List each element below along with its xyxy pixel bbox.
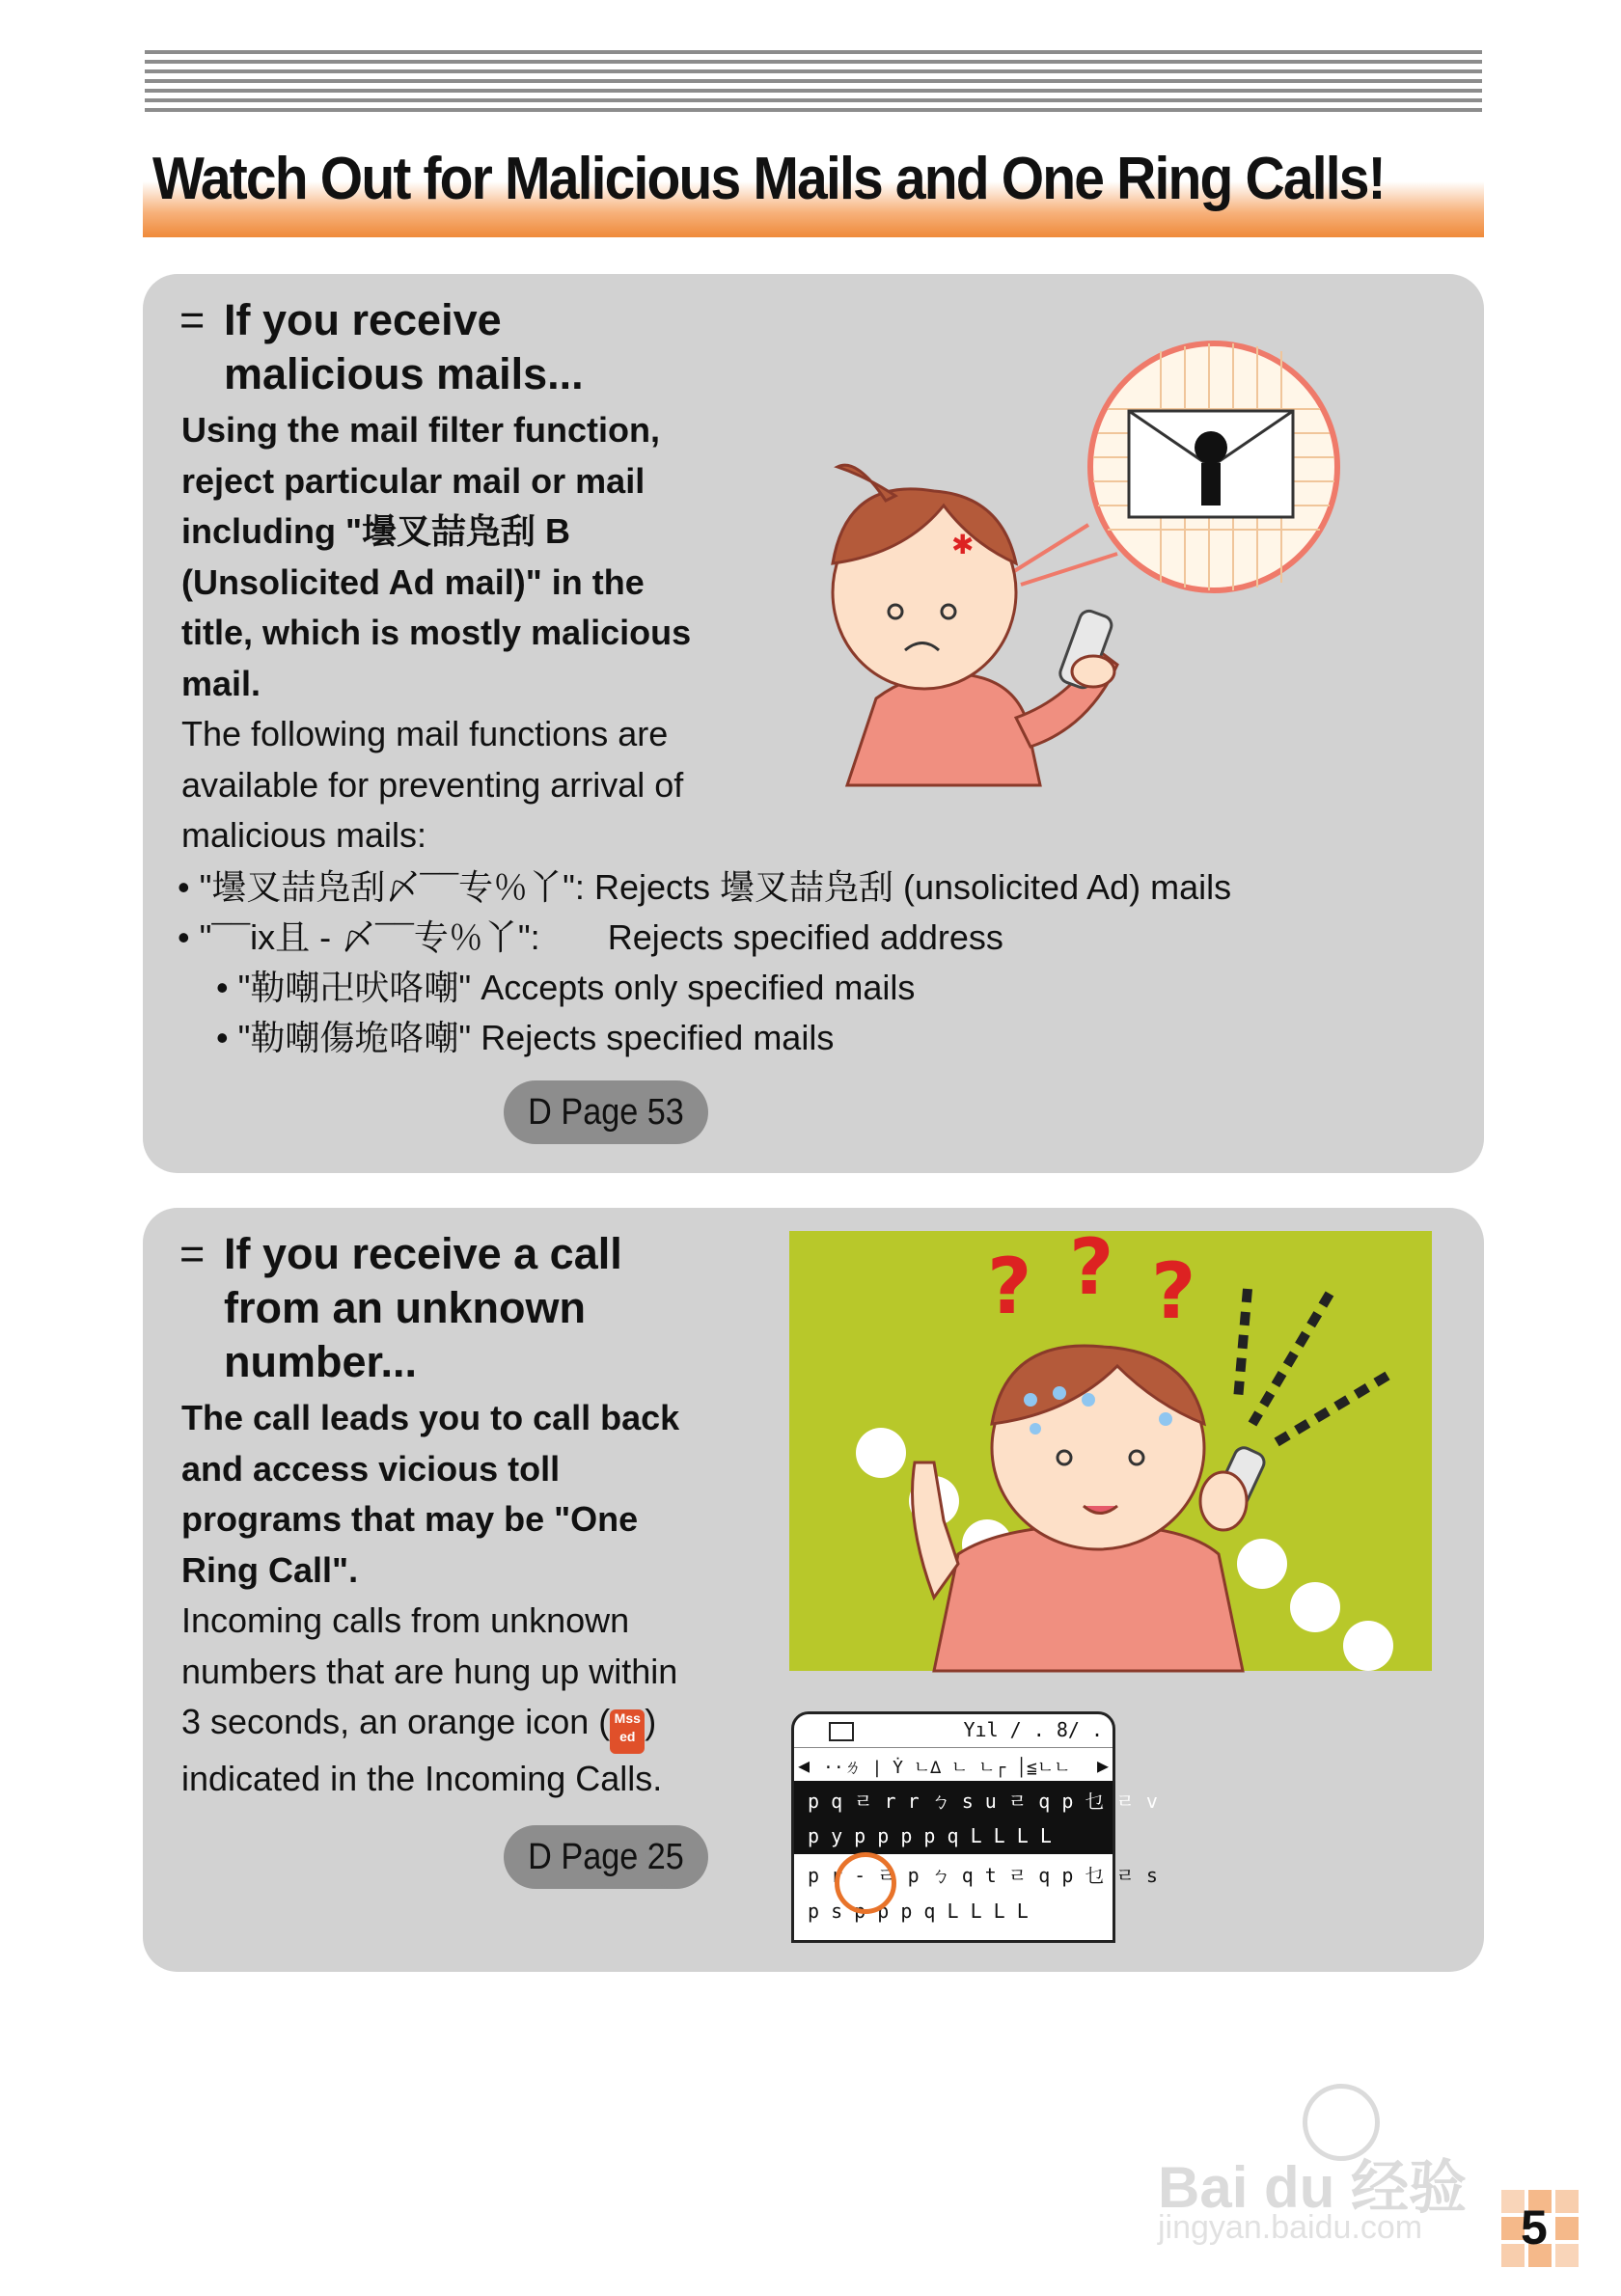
heading-line: malicious mails... — [224, 349, 584, 398]
bold-text-line: and access vicious toll — [181, 1448, 561, 1489]
bullet-label: • "勒嘲卍吠咯嘲" — [216, 968, 472, 1007]
call-log-row[interactable]: p s p p p q L L L L — [808, 1900, 1029, 1923]
heading-line: If you receive — [224, 295, 502, 344]
signal-readout: Yıl / . 8/ . — [963, 1718, 1103, 1741]
bullet-desc: Rejects 壜叉喆凫刮 (unsolicited Ad) mails — [593, 867, 1232, 907]
page-ref-label: D Page 53 — [528, 1092, 684, 1133]
section-heading-mail — [179, 293, 584, 401]
missed-call-icon — [610, 1709, 645, 1754]
one-ring-call-description — [181, 1393, 722, 1805]
text-line: available for preventing arrival of — [181, 764, 684, 805]
heading-mark: = — [179, 295, 206, 344]
bullet-desc: Rejects specified mails — [481, 1018, 835, 1057]
malicious-mail-panel — [143, 274, 1484, 1173]
bullet-desc: Accepts only specified mails — [481, 968, 916, 1007]
watermark-url: jingyan.baidu.com — [1158, 2209, 1423, 2246]
bold-text-line: title, which is mostly malicious — [181, 613, 692, 652]
screen-tab-row — [794, 1747, 1113, 1781]
call-log-text: p r - ㄹ p ㄅ q t ㄹ q p 乜 ㄹ s — [808, 1864, 1158, 1887]
heading-line: from an unknown — [224, 1283, 586, 1332]
bullet-label: • "壜叉喆凫刮〆¯¯专％丫": — [178, 867, 585, 907]
heading-line: If you receive a call — [224, 1229, 622, 1278]
page-number: 5 — [1521, 2200, 1548, 2255]
bold-text-line: including "壜叉喆凫刮 B — [181, 511, 571, 551]
bullet-item — [216, 1011, 834, 1060]
page-ref-label: D Page 25 — [528, 1837, 684, 1877]
bold-text-line: The call leads you to call back — [181, 1398, 680, 1437]
text-fragment: 3 seconds, an orange icon ( — [181, 1702, 611, 1741]
text-line: The following mail functions are — [181, 714, 669, 753]
tab-left-arrow-icon[interactable]: ◀ — [798, 1754, 810, 1777]
bold-text-line: programs that may be "One — [181, 1499, 639, 1539]
highlight-circle — [835, 1852, 896, 1914]
tab-row-labels: ··ㄌ | Ẏ ㄴ∆ ㄴ ㄴ┌ │≦ㄴㄴ — [823, 1758, 1071, 1778]
svg-text:?: ? — [1151, 1246, 1196, 1336]
bold-text-line: mail. — [181, 663, 261, 703]
call-log-row[interactable]: p y p p p p q L L L L — [794, 1821, 1113, 1854]
heading-mark: = — [179, 1229, 206, 1278]
bullet-item — [216, 961, 915, 1010]
incoming-calls-screen — [791, 1711, 1158, 1943]
text-fragment: ) — [645, 1702, 657, 1741]
bullet-label: • "¯¯ix且 - 〆¯¯专％丫": — [178, 917, 540, 957]
confused-girl-illustration — [789, 1222, 1432, 1671]
bullet-label: • "勒嘲傷垝咯嘲" — [216, 1018, 472, 1057]
screen-status-bar — [794, 1714, 1113, 1747]
angry-girl-illustration — [780, 332, 1378, 834]
missed-icon-label: Mss ed — [614, 1710, 641, 1744]
call-log-row[interactable]: p q ㄹ r r ㄅ s u ㄹ q p 乜 ㄹ v — [794, 1781, 1113, 1821]
page-number-block — [1501, 2190, 1579, 2267]
section-heading-call — [179, 1227, 622, 1389]
svg-text:?: ? — [1069, 1222, 1114, 1312]
watermark-text: Bai du 经验 — [1158, 2155, 1468, 2220]
battery-icon — [829, 1722, 854, 1741]
bold-text-line: reject particular mail or mail — [181, 460, 646, 501]
tab-right-arrow-icon[interactable]: ▶ — [1096, 1754, 1109, 1777]
svg-text:✱: ✱ — [951, 529, 975, 560]
header-stripes — [145, 50, 1482, 116]
bold-text-line: Ring Call". — [181, 1549, 359, 1590]
bullet-desc: Rejects specified address — [607, 917, 1003, 957]
bold-text-line: (Unsolicited Ad mail)" in the — [181, 561, 645, 602]
bullet-item — [178, 911, 1003, 960]
page-ref-53[interactable] — [504, 1080, 708, 1144]
text-line: indicated in the Incoming Calls. — [181, 1759, 663, 1798]
svg-text:?: ? — [987, 1242, 1032, 1331]
text-line: numbers that are hung up within — [181, 1651, 678, 1691]
bold-text-line: Using the mail filter function, — [181, 410, 661, 450]
text-line: Incoming calls from unknown — [181, 1600, 630, 1640]
baidu-watermark — [1158, 2084, 1544, 2246]
page-ref-25[interactable] — [504, 1825, 708, 1889]
mail-filter-description — [181, 405, 760, 861]
unknown-call-panel — [143, 1208, 1484, 1972]
heading-line: number... — [224, 1337, 418, 1386]
call-log-row[interactable] — [794, 1854, 1158, 1897]
text-line — [181, 1697, 722, 1754]
bullet-item — [178, 861, 1231, 910]
page-title: Watch Out for Malicious Mails and One Ring Calls! — [152, 146, 1385, 212]
page-title-block — [143, 145, 1484, 237]
text-line: malicious mails: — [181, 815, 427, 855]
